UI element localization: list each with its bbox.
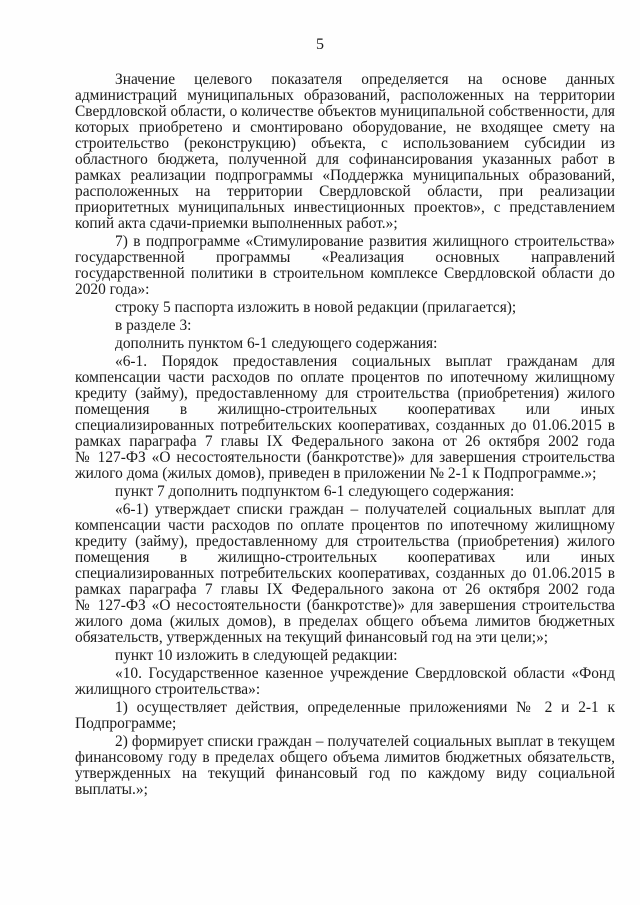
text-line: строительство (реконструкцию) объекта, с использованием субсидии из xyxy=(75,135,615,152)
text-line: кредиту (займу), предоставленному для строительства (приобретения) жилого xyxy=(75,533,615,550)
text-line: копий акта сдачи-приемки выполненных работ.»; xyxy=(75,215,398,232)
text-line: государственной программы «Реализация основных направлений xyxy=(75,249,615,266)
text-line: Подпрограмме; xyxy=(75,715,177,732)
text-line: компенсации части расходов по оплате процентов по ипотечному жилищному xyxy=(75,517,615,534)
text-line: рамках параграфа 7 главы IX Федерального закона от 26 октября 2002 года xyxy=(75,433,615,450)
text-line: № 127-ФЗ «О несостоятельности (банкротстве)» для завершения строительства xyxy=(75,449,615,466)
text-line: жилищного строительства»: xyxy=(75,681,261,698)
text-line: компенсации части расходов по оплате процентов по ипотечному жилищному xyxy=(75,369,615,386)
text-line: в разделе 3: xyxy=(115,317,192,334)
text-line: расположенных на территории Свердловской области, при реализации xyxy=(75,183,615,200)
text-line: специализированных потребительских кооперативах, созданных до 01.06.2015 в xyxy=(75,417,615,434)
text-line: жилого дома (жилых домов), приведен в приложении № 2-1 к Подпрограмме.»; xyxy=(75,465,597,482)
text-line: утвержденных на текущий финансовый год по каждому виду социальной xyxy=(75,765,615,782)
text-line: специализированных потребительских кооперативах, созданных до 01.06.2015 в xyxy=(75,565,615,582)
text-line: администраций муниципальных образований, расположенных на территории xyxy=(75,87,615,104)
text-line: помещения в жилищно-строительных кооперативах или иных xyxy=(75,401,615,418)
text-line: государственной политики в строительном комплексе Свердловской области до xyxy=(75,265,615,282)
page-number: 5 xyxy=(316,36,324,53)
text-line: кредиту (займу), предоставленному для строительства (приобретения) жилого xyxy=(75,385,615,402)
text-line: которых приобретено и смонтировано оборудование, не входящее смету на xyxy=(75,119,615,136)
text-line: областного бюджета, полученной для софинансирования указанных работ в xyxy=(75,151,615,168)
text-line: 1) осуществляет действия, определенные приложениями № 2 и 2-1 к xyxy=(115,699,615,716)
text-line: помещения в жилищно-строительных кооперативах или иных xyxy=(75,549,615,566)
text-line: пункт 10 изложить в следующей редакции: xyxy=(115,647,398,664)
text-line: приоритетных муниципальных инвестиционных проектов», с представлением xyxy=(75,199,615,216)
text-line: финансовому году в пределах общего объема лимитов бюджетных обязательств, xyxy=(75,749,615,766)
text-line: рамках параграфа 7 главы IX Федерального закона от 26 октября 2002 года xyxy=(75,581,615,598)
text-line: обязательств, утвержденных на текущий финансовый год на эти цели;»; xyxy=(75,629,549,646)
text-line: «6-1) утверждает списки граждан – получателей социальных выплат для xyxy=(115,501,615,518)
text-line: Свердловской области, о количестве объектов муниципальной собственности, для xyxy=(75,103,616,120)
text-line: выплаты.»; xyxy=(75,781,148,798)
text-line: пункт 7 дополнить подпунктом 6-1 следующего содержания: xyxy=(115,483,515,500)
text-line: «6-1. Порядок предоставления социальных выплат гражданам для xyxy=(115,353,615,370)
text-line: № 127-ФЗ «О несостоятельности (банкротстве)» для завершения строительства xyxy=(75,597,615,614)
text-line: 2) формирует списки граждан – получателей социальных выплат в текущем xyxy=(115,733,615,750)
text-line: 2020 года»: xyxy=(75,281,150,298)
text-line: жилого дома (жилых домов), в пределах общего объема лимитов бюджетных xyxy=(75,613,615,630)
text-line: «10. Государственное казенное учреждение Свердловской области «Фонд xyxy=(115,665,615,682)
text-line: Значение целевого показателя определяется на основе данных xyxy=(115,71,615,88)
text-line: рамках реализации подпрограммы «Поддержка муниципальных образований, xyxy=(75,167,615,184)
text-line: дополнить пунктом 6-1 следующего содержания: xyxy=(115,335,438,352)
text-line: 7) в подпрограмме «Стимулирование развития жилищного строительства» xyxy=(115,233,615,250)
text-line: строку 5 паспорта изложить в новой редакции (прилагается); xyxy=(115,299,517,316)
